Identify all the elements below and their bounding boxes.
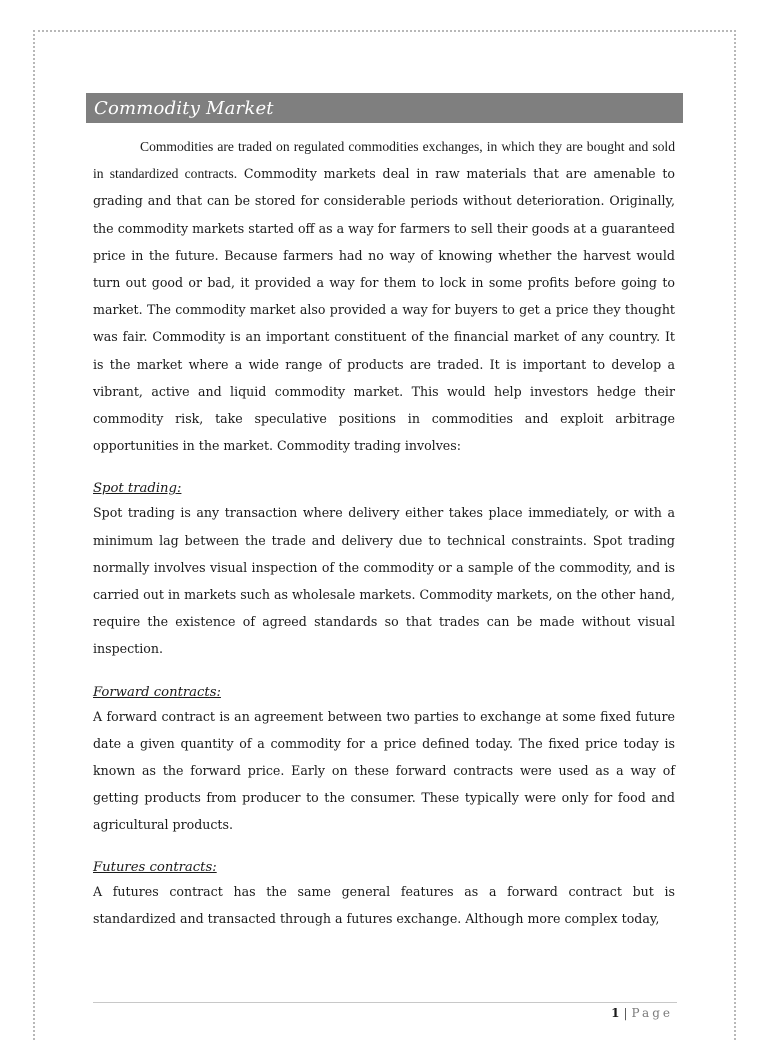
futures-contracts-paragraph: A futures contract has the same general features as a forward contract but is standardized and transacted through a futures exchange. Although more complex today, xyxy=(93,883,675,926)
intro-paragraph xyxy=(93,133,675,459)
page-label: Page xyxy=(631,1006,673,1020)
section-title: Commodity Market xyxy=(94,97,274,119)
intro-rest-text: Commodity markets deal in raw materials that are amenable to grading and that can be stored for considerable periods without deterioration. Originally, the commodity markets started off as a way for farmers to sell their goods at a guaranteed price in the future. Because farmers had no way of knowing whether the harvest would turn out good or bad, it provided a way for them to lock in some profits before going to market. The commodity market also provided a way for buyers to get a price they thought was fair. Commodity is an important constituent of the financial market of any country. It is the market where a wide range of products are traded. It is important to develop a vibrant, active and liquid commodity market. This would help investors hedge their commodity risk, take speculative positions in commodities and exploit arbitrage opportunities in the market. Commodity trading involves: xyxy=(93,166,675,454)
document-body xyxy=(93,93,675,932)
page-number: 1 xyxy=(611,1006,620,1020)
page-footer xyxy=(611,1006,673,1020)
spot-trading-paragraph: Spot trading is any transaction where delivery either takes place immediately, or with a minimum lag between the trade and delivery due to technical constraints. Spot trading normally involves visual inspection of the commodity or a sample of the commodity, and is carried out in markets such as wholesale markets. Commodity markets, on the other hand, require the existence of agreed standards so that trades can be made without visual inspection. xyxy=(93,505,675,657)
spot-trading-heading: Spot trading: xyxy=(93,481,182,497)
futures-contracts-heading: Futures contracts: xyxy=(93,859,217,875)
footer-separator: | xyxy=(623,1006,628,1020)
intro-lead-text: Commodities are traded on regulated commodities exchanges, in which they are bought and sold in standardized contracts. xyxy=(93,139,675,182)
section-header-bar xyxy=(86,93,683,123)
forward-contracts-paragraph: A forward contract is an agreement between two parties to exchange at some fixed future date a given quantity of a commodity for a price defined today. The fixed price today is known as the forward price. Early on these forward contracts were used as a way of getting products from producer to the consumer. These typically were only for food and agricultural products. xyxy=(93,708,675,833)
forward-contracts-heading: Forward contracts: xyxy=(93,684,221,700)
footer-rule xyxy=(93,1002,677,1003)
